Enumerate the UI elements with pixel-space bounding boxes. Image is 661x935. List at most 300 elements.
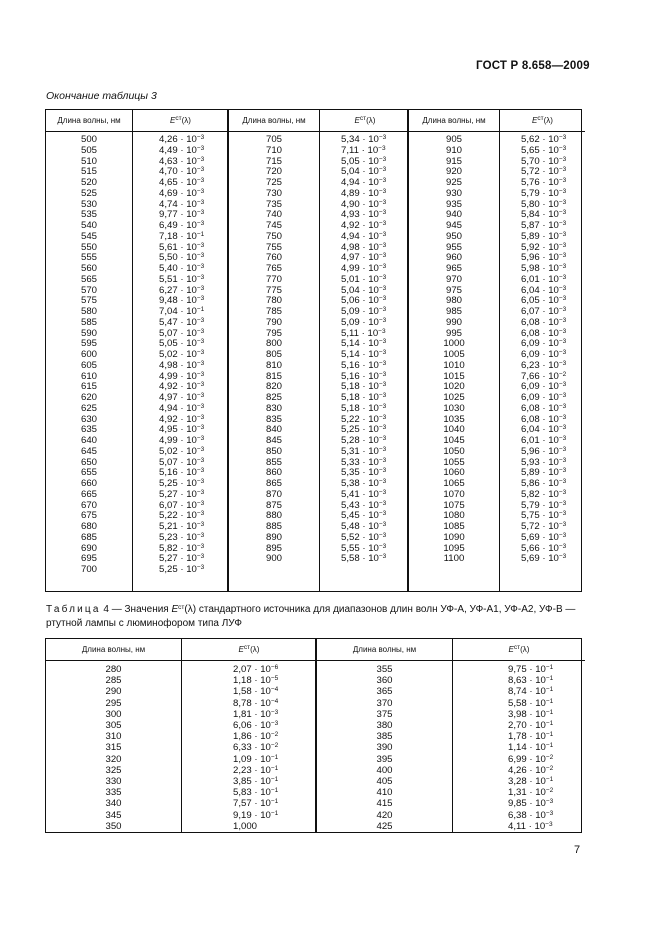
value-base: · 10 [526, 787, 546, 799]
value-exponent: −3 [558, 209, 567, 217]
value-base: · 10 [177, 327, 197, 339]
value-mantissa: 5,28 [341, 435, 360, 446]
value-mantissa: 4,95 [159, 424, 178, 436]
value-exponent: −3 [378, 424, 387, 432]
value-base: · 10 [177, 295, 197, 307]
value-exponent: −3 [558, 241, 567, 249]
value-mantissa: 4,94 [341, 230, 360, 242]
value-exponent: −2 [545, 753, 554, 761]
wavelength-cell: 1055 [443, 456, 465, 468]
value-exponent: −3 [196, 456, 205, 464]
value-exponent: −3 [558, 542, 567, 550]
wavelength-cell: 705 [265, 134, 282, 145]
wavelength-column [317, 664, 452, 832]
value-mantissa: 4,99 [341, 263, 360, 274]
wavelength-cell: 1000 [443, 338, 465, 350]
value-base: · 10 [359, 542, 379, 554]
value-mantissa: 4,26 [508, 764, 527, 776]
value-mantissa: 6,09 [521, 349, 540, 360]
value-mantissa: 5,04 [341, 166, 360, 178]
table3-caption: Окончание таблицы 3 [46, 90, 157, 102]
value-exponent: −3 [196, 445, 205, 453]
wavelength-cell: 280 [105, 664, 122, 675]
wavelength-cell: 825 [265, 392, 282, 403]
column-divider [132, 131, 133, 591]
value-mantissa: 4,97 [159, 392, 178, 403]
value-mantissa: 5,16 [341, 370, 360, 382]
column-divider [319, 131, 320, 591]
value-exponent: −3 [196, 327, 205, 335]
value-cell [508, 765, 553, 776]
header-value-symbol: E [238, 645, 244, 654]
value-base: · 10 [359, 263, 379, 274]
value-mantissa: 1,78 [508, 731, 527, 743]
value-base: · 10 [359, 155, 379, 167]
wavelength-cell: 345 [105, 809, 122, 821]
value-mantissa: 5,04 [341, 284, 360, 296]
wavelength-cell: 325 [105, 764, 122, 776]
value-cell [508, 664, 553, 675]
value-base: · 10 [177, 177, 197, 188]
value-exponent: −3 [378, 381, 387, 389]
value-mantissa: 5,96 [521, 445, 540, 457]
value-base: · 10 [177, 521, 197, 532]
header-value [499, 110, 585, 131]
wavelength-cell: 555 [80, 252, 97, 264]
value-mantissa: 6,99 [508, 753, 527, 765]
wavelength-cell: 1085 [443, 521, 465, 532]
value-exponent: −3 [378, 553, 387, 561]
wavelength-cell: 765 [265, 263, 282, 274]
value-exponent: −3 [196, 177, 205, 184]
value-exponent: −3 [196, 359, 205, 367]
table4-column-group [46, 639, 316, 832]
value-exponent: −3 [196, 295, 205, 303]
header-wavelength: Длина волны, нм [352, 645, 417, 654]
value-exponent: −3 [196, 564, 205, 571]
wavelength-cell: 770 [265, 273, 282, 285]
value-mantissa: 7,66 [521, 370, 540, 382]
value-base: · 10 [359, 553, 379, 565]
value-mantissa: 6,33 [233, 742, 252, 754]
value-mantissa: 6,09 [521, 338, 540, 350]
value-base: · 10 [177, 510, 197, 522]
value-exponent: −3 [558, 402, 567, 410]
value-exponent: −3 [558, 381, 567, 389]
value-mantissa: 5,92 [521, 241, 540, 253]
value-exponent: −3 [196, 252, 205, 260]
value-mantissa: 6,08 [521, 316, 540, 328]
wavelength-cell: 290 [105, 686, 122, 698]
wavelength-cell: 585 [80, 316, 97, 328]
value-mantissa: 4,65 [159, 177, 178, 188]
value-mantissa: 9,19 [233, 809, 252, 821]
value-base: · 10 [539, 220, 559, 231]
value-mantissa: 5,14 [341, 349, 360, 360]
value-exponent: −1 [270, 787, 279, 795]
value-cell [508, 798, 553, 809]
value-mantissa: 5,76 [521, 177, 540, 188]
value-mantissa: 1,86 [233, 731, 252, 743]
value-base: · 10 [251, 753, 271, 765]
value-exponent: −3 [558, 144, 567, 152]
wavelength-cell: 1095 [443, 542, 465, 554]
value-exponent: −3 [558, 252, 567, 260]
wavelength-cell: 755 [265, 241, 282, 253]
value-cell [233, 776, 278, 787]
value-mantissa: 6,08 [521, 413, 540, 425]
value-mantissa: 5,22 [341, 413, 360, 425]
value-mantissa: 5,84 [521, 209, 540, 221]
value-mantissa: 1,31 [508, 787, 527, 799]
value-exponent: −3 [378, 413, 387, 421]
value-exponent: −3 [558, 273, 567, 281]
value-base: · 10 [251, 798, 271, 810]
value-base: · 10 [177, 445, 197, 457]
value-exponent: −1 [545, 675, 554, 683]
value-base: · 10 [177, 424, 197, 436]
wavelength-cell: 885 [265, 521, 282, 532]
value-base: · 10 [359, 531, 379, 543]
table4-caption [46, 603, 586, 631]
wavelength-cell: 805 [265, 349, 282, 360]
wavelength-column [229, 135, 319, 565]
wavelength-cell: 650 [80, 456, 97, 468]
wavelength-cell: 795 [265, 327, 282, 339]
value-exponent: −6 [270, 664, 279, 671]
wavelength-cell: 660 [80, 478, 97, 489]
value-base: · 10 [539, 338, 559, 350]
wavelength-cell: 635 [80, 424, 97, 436]
wavelength-cell: 870 [265, 488, 282, 500]
wavelength-cell: 725 [265, 177, 282, 188]
table4-caption-label: Таблица [46, 604, 101, 615]
value-base: · 10 [177, 564, 197, 575]
value-mantissa: 2,07 [233, 664, 252, 675]
wavelength-cell: 320 [105, 753, 122, 765]
wavelength-cell: 630 [80, 413, 97, 425]
value-mantissa: 4,99 [159, 435, 178, 446]
value-exponent: −3 [196, 166, 205, 174]
value-exponent: −3 [270, 708, 279, 716]
value-mantissa: 6,38 [508, 809, 527, 821]
value-cell [233, 754, 278, 765]
value-mantissa: 5,98 [521, 263, 540, 274]
value-exponent: −3 [378, 445, 387, 453]
wavelength-cell: 530 [80, 198, 97, 210]
value-base: · 10 [539, 134, 559, 145]
value-mantissa: 5,27 [159, 488, 178, 500]
wavelength-cell: 1100 [443, 553, 465, 565]
wavelength-cell: 400 [376, 764, 393, 776]
value-base: · 10 [177, 467, 197, 479]
header-wavelength: Длина волны, нм [81, 645, 146, 654]
value-base: · 10 [359, 499, 379, 511]
value-exponent: −3 [196, 155, 205, 163]
header-value-symbol: E [508, 645, 514, 654]
value-mantissa: 5,07 [159, 456, 178, 468]
value-exponent: −3 [196, 273, 205, 281]
value-mantissa: 3,85 [233, 776, 252, 788]
wavelength-cell: 710 [265, 144, 282, 156]
value-exponent: −3 [270, 720, 279, 728]
value-base: · 10 [526, 708, 546, 720]
value-exponent: −3 [196, 381, 205, 389]
wavelength-cell: 985 [445, 306, 462, 317]
value-base: · 10 [359, 510, 379, 522]
value-base: · 10 [539, 198, 559, 210]
value-exponent: −2 [270, 742, 279, 750]
value-base: · 10 [539, 295, 559, 307]
value-exponent: −3 [378, 263, 387, 270]
value-mantissa: 6,07 [521, 306, 540, 317]
value-base: · 10 [526, 686, 546, 698]
wavelength-cell: 330 [105, 776, 122, 788]
value-exponent: −3 [378, 295, 387, 303]
wavelength-cell: 690 [80, 542, 97, 554]
value-mantissa: 4,70 [159, 166, 178, 178]
value-mantissa: 5,83 [233, 787, 252, 799]
header-wavelength: Длина волны, нм [422, 116, 486, 125]
value-mantissa: 4,92 [159, 413, 178, 425]
value-exponent: −3 [378, 338, 387, 346]
value-base: · 10 [539, 381, 559, 393]
value-base: · 10 [177, 531, 197, 543]
value-exponent: −3 [196, 209, 205, 217]
value-mantissa: 5,80 [521, 198, 540, 210]
table4-caption-number: 4 [103, 604, 109, 615]
value-base: · 10 [177, 478, 197, 489]
value-mantissa: 5,27 [159, 553, 178, 565]
value-cell [233, 765, 278, 776]
value-exponent: −3 [378, 521, 387, 528]
value-mantissa: 5,34 [341, 134, 360, 145]
value-cell [341, 554, 386, 565]
wavelength-cell: 925 [445, 177, 462, 188]
value-exponent: −3 [378, 144, 386, 152]
value-mantissa: 5,41 [341, 488, 360, 500]
value-exponent: −3 [558, 488, 567, 496]
value-base: · 10 [526, 675, 546, 687]
value-exponent: −3 [558, 155, 567, 163]
value-exponent: −3 [558, 134, 567, 141]
header-value-sup: ст [243, 644, 251, 651]
value-base: · 10 [177, 263, 197, 274]
value-base: · 10 [359, 521, 379, 532]
wavelength-cell: 510 [80, 155, 97, 167]
value-base: · 10 [526, 697, 546, 709]
wavelength-cell: 1045 [443, 435, 465, 446]
value-base: · 10 [526, 731, 546, 743]
value-exponent: −3 [196, 402, 205, 410]
value-exponent: −3 [558, 553, 567, 561]
wavelength-cell: 515 [80, 166, 97, 178]
value-base: · 10 [526, 742, 546, 754]
value-cell [233, 731, 278, 742]
wavelength-cell: 935 [445, 198, 462, 210]
value-base: · 10 [359, 359, 379, 371]
value-mantissa: 5,62 [521, 134, 540, 145]
value-base: · 10 [539, 187, 559, 199]
wavelength-cell: 980 [445, 295, 462, 307]
value-base: · 10 [359, 306, 379, 317]
value-mantissa: 9,48 [159, 295, 178, 307]
wavelength-column [46, 664, 181, 832]
value-mantissa: 4,98 [341, 241, 360, 253]
value-base: · 10 [359, 230, 379, 242]
value-exponent: −3 [196, 553, 205, 561]
value-base: · 10 [177, 155, 197, 167]
wavelength-cell: 970 [445, 273, 462, 285]
wavelength-cell: 775 [265, 284, 282, 296]
value-mantissa: 5,75 [521, 510, 540, 522]
value-exponent: −2 [545, 764, 554, 772]
header-value-symbol: E [354, 116, 360, 125]
wavelength-cell: 520 [80, 177, 97, 188]
wavelength-cell: 380 [376, 720, 393, 732]
value-cell [233, 664, 278, 675]
value-base: · 10 [539, 424, 559, 436]
wavelength-cell: 1035 [443, 413, 465, 425]
value-exponent: −3 [378, 220, 387, 227]
value-base: · 10 [539, 230, 559, 242]
value-exponent: −3 [378, 488, 387, 496]
wavelength-cell: 845 [265, 435, 282, 446]
value-mantissa: 7,57 [233, 798, 252, 810]
value-base: · 10 [358, 144, 379, 156]
value-base: · 10 [359, 177, 379, 188]
value-mantissa: 9,75 [508, 664, 527, 675]
value-base: · 10 [526, 809, 546, 821]
value-mantissa: 4,92 [159, 381, 178, 393]
value-base: · 10 [177, 338, 197, 350]
value-cell [159, 565, 204, 576]
value-mantissa: 6,27 [159, 284, 178, 296]
wavelength-cell: 395 [376, 753, 393, 765]
wavelength-cell: 730 [265, 187, 282, 199]
value-exponent: −3 [545, 809, 554, 817]
value-base: · 10 [177, 220, 197, 231]
value-exponent: −3 [558, 263, 567, 270]
wavelength-cell: 305 [105, 720, 122, 732]
value-base: · 10 [177, 435, 197, 446]
value-mantissa: 5,79 [521, 499, 540, 511]
header-value-arg: (λ) [543, 116, 553, 125]
value-mantissa: 5,40 [159, 263, 178, 274]
value-mantissa: 5,87 [521, 220, 540, 231]
wavelength-cell: 655 [80, 467, 97, 479]
value-base: · 10 [539, 456, 559, 468]
value-mantissa: 6,01 [521, 435, 540, 446]
value-cell [233, 709, 278, 720]
value-base: · 10 [539, 542, 559, 554]
table3-column-group [227, 110, 410, 591]
value-exponent: −2 [270, 731, 279, 739]
wavelength-cell: 945 [445, 220, 462, 231]
wavelength-cell: 1015 [443, 370, 465, 382]
value-mantissa: 6,08 [521, 327, 540, 339]
wavelength-cell: 625 [80, 402, 97, 414]
wavelength-cell: 685 [80, 531, 97, 543]
value-mantissa: 5,72 [521, 521, 540, 532]
value-exponent: −3 [378, 284, 387, 292]
value-exponent: −3 [196, 413, 205, 421]
header-value-sup: ст [513, 644, 521, 651]
value-column [508, 664, 553, 832]
wavelength-cell: 995 [445, 327, 462, 339]
value-mantissa: 5,69 [521, 531, 540, 543]
value-mantissa: 5,07 [159, 327, 178, 339]
value-mantissa: 6,05 [521, 295, 540, 307]
wavelength-cell: 620 [80, 392, 97, 403]
wavelength-cell: 370 [376, 697, 393, 709]
value-exponent: −3 [558, 166, 567, 174]
value-cell [233, 821, 278, 832]
wavelength-cell: 670 [80, 499, 97, 511]
value-base: · 10 [177, 553, 197, 565]
value-base: · 10 [539, 155, 559, 167]
value-base: · 10 [526, 776, 546, 788]
value-exponent: −3 [196, 531, 205, 539]
header-wavelength: Длина волны, нм [242, 116, 306, 125]
value-mantissa: 5,06 [341, 295, 360, 307]
wavelength-cell: 840 [265, 424, 282, 436]
value-base: · 10 [359, 220, 379, 231]
value-exponent: −3 [378, 435, 387, 442]
value-mantissa: 5,01 [341, 273, 360, 285]
value-mantissa: 1,81 [233, 708, 252, 720]
value-exponent: −3 [196, 392, 205, 399]
value-base: · 10 [359, 209, 379, 221]
value-mantissa: 5,33 [341, 456, 360, 468]
value-mantissa: 5,86 [521, 478, 540, 489]
value-cell [508, 821, 553, 832]
value-mantissa: 2,70 [508, 720, 527, 732]
value-base: · 10 [359, 338, 379, 350]
value-exponent: −3 [196, 134, 205, 141]
wavelength-cell: 875 [265, 499, 282, 511]
value-exponent: −3 [378, 370, 387, 378]
value-base: · 10 [539, 144, 559, 156]
value-mantissa: 5,58 [508, 697, 527, 709]
value-exponent: −1 [545, 664, 554, 671]
value-cell [233, 787, 278, 798]
value-mantissa: 5,55 [341, 542, 360, 554]
value-base: · 10 [251, 675, 271, 687]
value-base: · 10 [359, 252, 379, 264]
table4-caption-e: E [171, 604, 179, 615]
value-exponent: −3 [378, 230, 387, 238]
value-exponent: −3 [558, 198, 567, 206]
value-exponent: −3 [196, 198, 205, 206]
column-divider [181, 660, 182, 832]
value-base: · 10 [251, 686, 271, 698]
value-base: · 10 [177, 209, 197, 221]
column-divider [499, 131, 500, 591]
value-base: · 10 [539, 488, 559, 500]
value-mantissa: 5,61 [159, 241, 178, 253]
wavelength-cell: 1070 [443, 488, 465, 500]
value-base: · 10 [526, 664, 546, 675]
wavelength-cell: 375 [376, 708, 393, 720]
value-mantissa: 5,11 [341, 327, 359, 339]
value-cell [233, 810, 278, 821]
wavelength-column [409, 135, 499, 565]
value-mantissa: 5,25 [341, 424, 360, 436]
value-exponent: −3 [378, 316, 387, 324]
value-exponent: −3 [196, 542, 205, 550]
value-exponent: −3 [378, 187, 387, 195]
